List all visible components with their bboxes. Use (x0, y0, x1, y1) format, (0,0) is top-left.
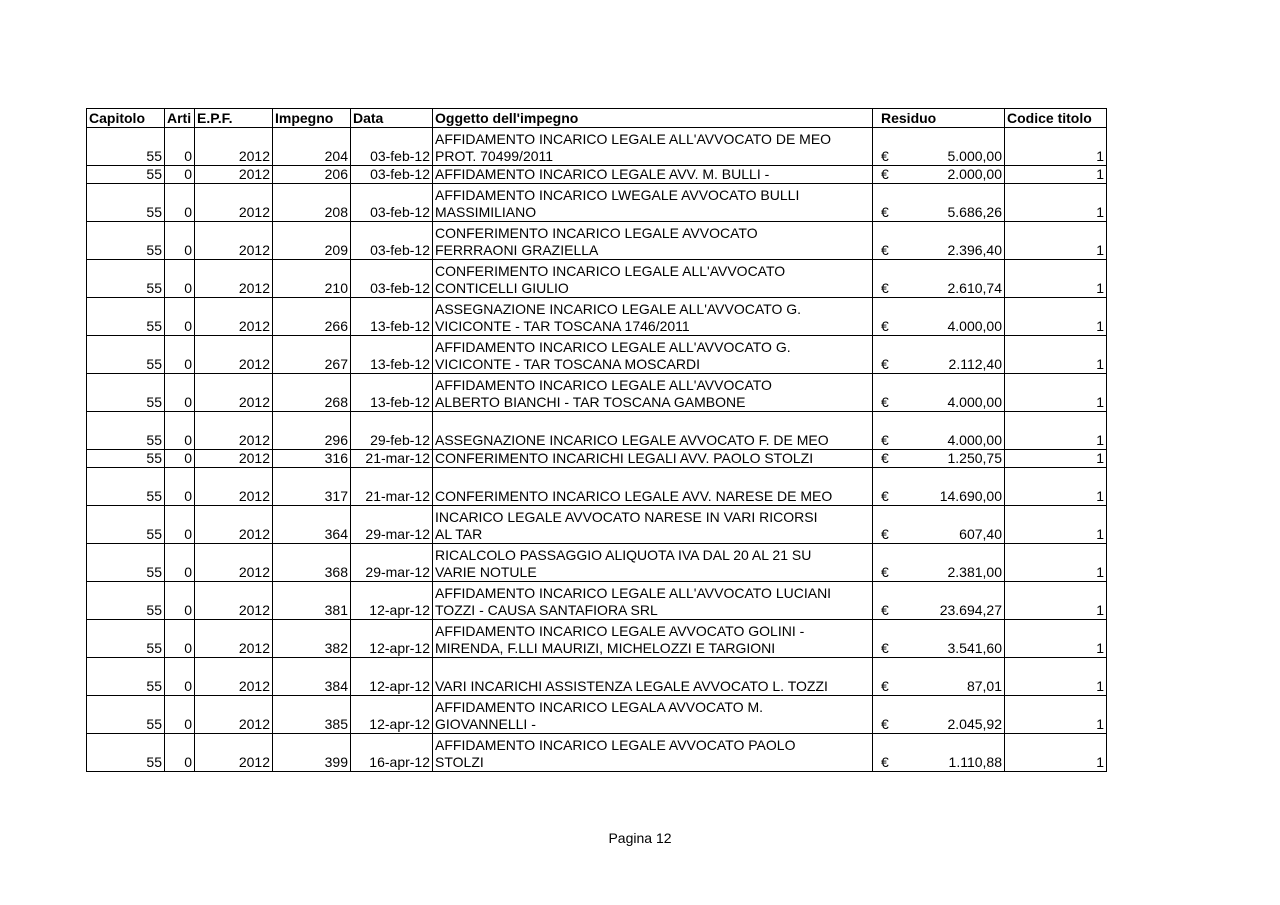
currency-symbol: € (881, 526, 889, 542)
cell-impegno: 267 (273, 336, 351, 374)
oggetto-line: TOZZI - CAUSA SANTAFIORA SRL (435, 602, 658, 618)
oggetto-line: FERRRAONI GRAZIELLA (435, 242, 599, 258)
cell-data: 03-feb-12 (351, 260, 433, 298)
cell-epf: 2012 (195, 658, 273, 696)
cell-articolo: 0 (165, 468, 195, 506)
residuo-amount: 1.110,88 (948, 754, 1002, 770)
cell-capitolo: 55 (87, 412, 165, 450)
cell-residuo (873, 450, 1005, 468)
cell-capitolo: 55 (87, 336, 165, 374)
oggetto-line: CONFERIMENTO INCARICO LEGALE ALL'AVVOCATO (435, 263, 786, 279)
currency-symbol: € (881, 716, 889, 732)
oggetto-line: AFFIDAMENTO INCARICO LEGALE AVV. M. BULLI - (435, 166, 770, 182)
residuo-amount: 87,01 (966, 678, 1002, 694)
cell-codice-titolo: 1 (1005, 374, 1107, 412)
cell-epf: 2012 (195, 374, 273, 412)
cell-residuo (873, 298, 1005, 336)
header-row (87, 109, 1107, 128)
cell-epf: 2012 (195, 166, 273, 184)
oggetto-line: STOLZI (435, 754, 484, 770)
cell-articolo: 0 (165, 336, 195, 374)
cell-articolo: 0 (165, 412, 195, 450)
table-row (87, 184, 1107, 222)
cell-impegno: 208 (273, 184, 351, 222)
cell-oggetto (433, 468, 873, 506)
currency-symbol: € (881, 204, 889, 220)
currency-symbol: € (881, 242, 889, 258)
oggetto-line: CONFERIMENTO INCARICO LEGALE AVV. NARESE DE MEO (435, 488, 833, 504)
cell-data: 12-apr-12 (351, 582, 433, 620)
currency-symbol: € (881, 280, 889, 296)
cell-codice-titolo: 1 (1005, 336, 1107, 374)
oggetto-line: MASSIMILIANO (435, 204, 537, 220)
cell-oggetto (433, 734, 873, 772)
oggetto-line: AFFIDAMENTO INCARICO LEGALE ALL'AVVOCATO (435, 377, 772, 393)
cell-impegno: 296 (273, 412, 351, 450)
cell-epf: 2012 (195, 412, 273, 450)
cell-epf: 2012 (195, 222, 273, 260)
cell-data: 12-apr-12 (351, 658, 433, 696)
currency-symbol: € (881, 148, 889, 164)
table-row (87, 450, 1107, 468)
cell-data: 03-feb-12 (351, 166, 433, 184)
oggetto-line: ALBERTO BIANCHI - TAR TOSCANA GAMBONE (435, 394, 746, 410)
table-row (87, 506, 1107, 544)
oggetto-line: PROT. 70499/2011 (435, 148, 554, 164)
table-row (87, 468, 1107, 506)
page-number: Pagina 12 (608, 830, 672, 846)
cell-codice-titolo: 1 (1005, 734, 1107, 772)
cell-impegno: 316 (273, 450, 351, 468)
cell-residuo (873, 620, 1005, 658)
cell-articolo: 0 (165, 166, 195, 184)
cell-data: 03-feb-12 (351, 184, 433, 222)
cell-data: 13-feb-12 (351, 298, 433, 336)
cell-epf: 2012 (195, 468, 273, 506)
cell-articolo: 0 (165, 582, 195, 620)
cell-oggetto (433, 582, 873, 620)
currency-symbol: € (881, 754, 889, 770)
table-row (87, 544, 1107, 582)
table-row (87, 696, 1107, 734)
table-row (87, 374, 1107, 412)
residuo-amount: 14.690,00 (939, 488, 1002, 504)
currency-symbol: € (881, 678, 889, 694)
oggetto-line: AFFIDAMENTO INCARICO LEGALE ALL'AVVOCATO LUCIANI (435, 585, 832, 601)
residuo-amount: 2.396,40 (947, 242, 1002, 258)
header-residuo: Residuo (873, 109, 1005, 128)
residuo-amount: 2.610,74 (947, 280, 1002, 296)
oggetto-line: RICALCOLO PASSAGGIO ALIQUOTA IVA DAL 20 AL 21 SU (435, 547, 812, 563)
impegni-table (86, 108, 1107, 772)
cell-codice-titolo: 1 (1005, 506, 1107, 544)
cell-capitolo: 55 (87, 544, 165, 582)
cell-impegno: 382 (273, 620, 351, 658)
oggetto-line (435, 415, 870, 432)
residuo-amount: 3.541,60 (947, 640, 1002, 656)
cell-oggetto (433, 658, 873, 696)
cell-epf: 2012 (195, 620, 273, 658)
cell-data: 12-apr-12 (351, 696, 433, 734)
cell-oggetto (433, 620, 873, 658)
oggetto-line: AFFIDAMENTO INCARICO LEGALE ALL'AVVOCATO G. (435, 339, 791, 355)
cell-residuo (873, 184, 1005, 222)
cell-oggetto (433, 336, 873, 374)
table-row (87, 734, 1107, 772)
cell-impegno: 364 (273, 506, 351, 544)
cell-impegno: 209 (273, 222, 351, 260)
header-impegno: Impegno (273, 109, 351, 128)
cell-data: 03-feb-12 (351, 222, 433, 260)
cell-capitolo: 55 (87, 222, 165, 260)
cell-data: 21-mar-12 (351, 468, 433, 506)
cell-impegno: 268 (273, 374, 351, 412)
cell-epf: 2012 (195, 184, 273, 222)
cell-epf: 2012 (195, 298, 273, 336)
cell-oggetto (433, 506, 873, 544)
cell-oggetto (433, 544, 873, 582)
cell-articolo: 0 (165, 222, 195, 260)
cell-articolo: 0 (165, 450, 195, 468)
cell-codice-titolo: 1 (1005, 544, 1107, 582)
cell-data: 29-mar-12 (351, 544, 433, 582)
cell-impegno: 317 (273, 468, 351, 506)
cell-articolo: 0 (165, 298, 195, 336)
cell-impegno: 210 (273, 260, 351, 298)
cell-codice-titolo: 1 (1005, 222, 1107, 260)
oggetto-line: AFFIDAMENTO INCARICO LEGALE ALL'AVVOCATO DE MEO (435, 131, 832, 147)
cell-capitolo: 55 (87, 260, 165, 298)
oggetto-line: MIRENDA, F.LLI MAURIZI, MICHELOZZI E TARGIONI (435, 640, 776, 656)
currency-symbol: € (881, 564, 889, 580)
oggetto-line: VARI INCARICHI ASSISTENZA LEGALE AVVOCATO L. TOZZI (435, 678, 828, 694)
cell-codice-titolo: 1 (1005, 260, 1107, 298)
oggetto-line (435, 661, 870, 678)
cell-data: 13-feb-12 (351, 336, 433, 374)
oggetto-line: ASSEGNAZIONE INCARICO LEGALE ALL'AVVOCATO G. (435, 301, 802, 317)
cell-articolo: 0 (165, 620, 195, 658)
residuo-amount: 2.000,00 (947, 166, 1002, 182)
table-row (87, 620, 1107, 658)
oggetto-line: VICICONTE - TAR TOSCANA MOSCARDI (435, 356, 701, 372)
cell-data: 29-feb-12 (351, 412, 433, 450)
cell-oggetto (433, 450, 873, 468)
residuo-amount: 5.686,26 (947, 204, 1002, 220)
cell-capitolo: 55 (87, 298, 165, 336)
cell-oggetto (433, 184, 873, 222)
cell-impegno: 385 (273, 696, 351, 734)
currency-symbol: € (881, 602, 889, 618)
cell-data: 03-feb-12 (351, 128, 433, 166)
cell-capitolo: 55 (87, 166, 165, 184)
cell-epf: 2012 (195, 734, 273, 772)
table-row (87, 166, 1107, 184)
cell-impegno: 384 (273, 658, 351, 696)
oggetto-line: AL TAR (435, 526, 483, 542)
cell-oggetto (433, 298, 873, 336)
cell-capitolo: 55 (87, 468, 165, 506)
cell-impegno: 368 (273, 544, 351, 582)
cell-data: 12-apr-12 (351, 620, 433, 658)
residuo-amount: 2.112,40 (948, 356, 1002, 372)
currency-symbol: € (881, 318, 889, 334)
currency-symbol: € (881, 166, 889, 182)
currency-symbol: € (881, 488, 889, 504)
table-row (87, 298, 1107, 336)
residuo-amount: 5.000,00 (947, 148, 1002, 164)
cell-epf: 2012 (195, 506, 273, 544)
header-data: Data (351, 109, 433, 128)
oggetto-line: INCARICO LEGALE AVVOCATO NARESE IN VARI RICORSI (435, 509, 818, 525)
cell-data: 29-mar-12 (351, 506, 433, 544)
residuo-amount: 4.000,00 (947, 318, 1002, 334)
cell-residuo (873, 374, 1005, 412)
cell-articolo: 0 (165, 544, 195, 582)
oggetto-line: VICICONTE - TAR TOSCANA 1746/2011 (435, 318, 690, 334)
cell-residuo (873, 412, 1005, 450)
oggetto-line: CONFERIMENTO INCARICO LEGALE AVVOCATO (435, 225, 758, 241)
cell-residuo (873, 336, 1005, 374)
cell-epf: 2012 (195, 336, 273, 374)
residuo-amount: 2.045,92 (947, 716, 1002, 732)
cell-oggetto (433, 412, 873, 450)
cell-articolo: 0 (165, 374, 195, 412)
cell-residuo (873, 658, 1005, 696)
oggetto-line: AFFIDAMENTO INCARICO LEGALE AVVOCATO PAOLO (435, 737, 796, 753)
currency-symbol: € (881, 450, 889, 466)
header-articolo: Arti (165, 109, 195, 128)
cell-residuo (873, 128, 1005, 166)
cell-codice-titolo: 1 (1005, 620, 1107, 658)
cell-oggetto (433, 128, 873, 166)
table-row (87, 222, 1107, 260)
residuo-amount: 1.250,75 (947, 450, 1002, 466)
cell-oggetto (433, 222, 873, 260)
cell-articolo: 0 (165, 260, 195, 298)
cell-oggetto (433, 696, 873, 734)
cell-articolo: 0 (165, 128, 195, 166)
table-row (87, 336, 1107, 374)
oggetto-line: AFFIDAMENTO INCARICO LEGALE AVVOCATO GOLINI - (435, 623, 805, 639)
cell-epf: 2012 (195, 260, 273, 298)
cell-residuo (873, 222, 1005, 260)
table-row (87, 658, 1107, 696)
header-epf: E.P.F. (195, 109, 273, 128)
cell-residuo (873, 582, 1005, 620)
cell-residuo (873, 166, 1005, 184)
header-codice-titolo: Codice titolo (1005, 109, 1107, 128)
cell-codice-titolo: 1 (1005, 696, 1107, 734)
cell-epf: 2012 (195, 544, 273, 582)
residuo-amount: 4.000,00 (947, 394, 1002, 410)
cell-capitolo: 55 (87, 128, 165, 166)
cell-codice-titolo: 1 (1005, 468, 1107, 506)
cell-capitolo: 55 (87, 582, 165, 620)
oggetto-line: VARIE NOTULE (435, 564, 537, 580)
cell-data: 13-feb-12 (351, 374, 433, 412)
oggetto-line: AFFIDAMENTO INCARICO LEGALA AVVOCATO M. (435, 699, 764, 715)
oggetto-line: GIOVANNELLI - (435, 716, 536, 732)
residuo-amount: 23.694,27 (939, 602, 1002, 618)
cell-impegno: 381 (273, 582, 351, 620)
cell-data: 21-mar-12 (351, 450, 433, 468)
cell-capitolo: 55 (87, 658, 165, 696)
residuo-amount: 607,40 (959, 526, 1002, 542)
cell-capitolo: 55 (87, 184, 165, 222)
currency-symbol: € (881, 432, 889, 448)
cell-impegno: 206 (273, 166, 351, 184)
table-row (87, 260, 1107, 298)
cell-codice-titolo: 1 (1005, 658, 1107, 696)
cell-codice-titolo: 1 (1005, 298, 1107, 336)
table-row (87, 128, 1107, 166)
cell-capitolo: 55 (87, 620, 165, 658)
cell-data: 16-apr-12 (351, 734, 433, 772)
oggetto-line: CONTICELLI GIULIO (435, 280, 569, 296)
table-row (87, 412, 1107, 450)
cell-residuo (873, 696, 1005, 734)
cell-epf: 2012 (195, 582, 273, 620)
cell-oggetto (433, 260, 873, 298)
currency-symbol: € (881, 356, 889, 372)
cell-articolo: 0 (165, 658, 195, 696)
cell-codice-titolo: 1 (1005, 412, 1107, 450)
cell-capitolo: 55 (87, 506, 165, 544)
cell-residuo (873, 734, 1005, 772)
cell-articolo: 0 (165, 506, 195, 544)
cell-capitolo: 55 (87, 374, 165, 412)
cell-articolo: 0 (165, 696, 195, 734)
cell-articolo: 0 (165, 184, 195, 222)
cell-epf: 2012 (195, 450, 273, 468)
oggetto-line: CONFERIMENTO INCARICHI LEGALI AVV. PAOLO STOLZI (435, 450, 814, 466)
currency-symbol: € (881, 640, 889, 656)
cell-capitolo: 55 (87, 450, 165, 468)
cell-impegno: 204 (273, 128, 351, 166)
cell-articolo: 0 (165, 734, 195, 772)
cell-codice-titolo: 1 (1005, 582, 1107, 620)
cell-codice-titolo: 1 (1005, 184, 1107, 222)
cell-codice-titolo: 1 (1005, 128, 1107, 166)
table-row (87, 582, 1107, 620)
cell-epf: 2012 (195, 696, 273, 734)
oggetto-line: AFFIDAMENTO INCARICO LWEGALE AVVOCATO BULLI (435, 187, 800, 203)
cell-codice-titolo: 1 (1005, 166, 1107, 184)
cell-codice-titolo: 1 (1005, 450, 1107, 468)
header-oggetto: Oggetto dell'impegno (433, 109, 873, 128)
table-body (87, 128, 1107, 772)
cell-capitolo: 55 (87, 696, 165, 734)
cell-residuo (873, 506, 1005, 544)
residuo-amount: 2.381,00 (947, 564, 1002, 580)
residuo-amount: 4.000,00 (947, 432, 1002, 448)
cell-capitolo: 55 (87, 734, 165, 772)
cell-impegno: 266 (273, 298, 351, 336)
cell-residuo (873, 544, 1005, 582)
cell-epf: 2012 (195, 128, 273, 166)
oggetto-line: ASSEGNAZIONE INCARICO LEGALE AVVOCATO F. DE MEO (435, 432, 829, 448)
cell-residuo (873, 260, 1005, 298)
cell-residuo (873, 468, 1005, 506)
header-capitolo: Capitolo (87, 109, 165, 128)
currency-symbol: € (881, 394, 889, 410)
cell-impegno: 399 (273, 734, 351, 772)
cell-oggetto (433, 374, 873, 412)
oggetto-line (435, 471, 870, 488)
cell-oggetto (433, 166, 873, 184)
